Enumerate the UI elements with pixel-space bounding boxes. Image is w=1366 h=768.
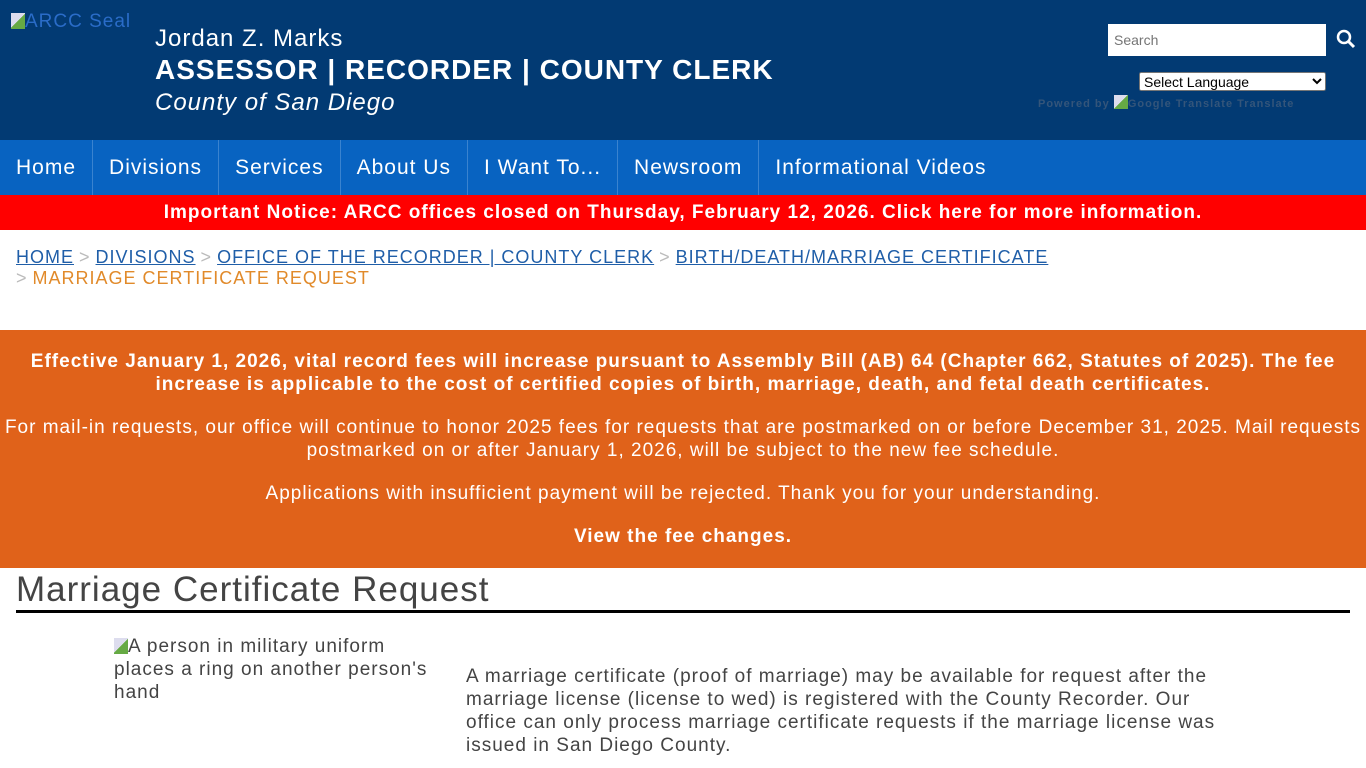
official-name: Jordan Z. Marks bbox=[155, 25, 344, 52]
nav-about-us[interactable]: About Us bbox=[341, 140, 468, 195]
nav-services[interactable]: Services bbox=[219, 140, 341, 195]
language-select[interactable] bbox=[1139, 72, 1326, 91]
translate-link[interactable]: Google Translate Translate bbox=[1127, 98, 1295, 110]
county-name: County of San Diego bbox=[155, 89, 396, 116]
intro-paragraph: A marriage certificate (proof of marriage) may be available for request after the marriage license (license to wed) is registered with the County Recorder. Our office can only process marriage certificate requests if the marriage license was issued in San Diego County. bbox=[466, 666, 1216, 756]
fee-alert-mail-in: For mail-in requests, our office will continue to honor 2025 fees for requests that are postmarked on or before December 31, 2025. Mail requests postmarked on or after January 1, 2026, will be subject to the new fee schedule. bbox=[4, 417, 1362, 461]
breadcrumb bbox=[0, 230, 1366, 330]
nav-newsroom[interactable]: Newsroom bbox=[618, 140, 759, 195]
fee-alert-heading: Effective January 1, 2026, vital record fees will increase pursuant to Assembly Bill (AB) 64 (Chapter 662, Statutes of 2025). The fee increase is applicable to the cost of certified copies of birth, marriage, death, and fetal death certificates. bbox=[30, 351, 1336, 395]
breadcrumb-separator: > bbox=[16, 268, 28, 288]
breadcrumb-separator: > bbox=[200, 247, 213, 267]
image-alt-text: A person in military uniform places a ring on another person's hand bbox=[114, 636, 428, 703]
breadcrumb-separator: > bbox=[659, 247, 671, 267]
breadcrumb-current: MARRIAGE CERTIFICATE REQUEST bbox=[32, 268, 370, 288]
google-logo-icon bbox=[1114, 95, 1128, 109]
office-title: ASSESSOR | RECORDER | COUNTY CLERK bbox=[155, 54, 774, 85]
search-icon[interactable] bbox=[1334, 27, 1358, 51]
main-nav bbox=[0, 140, 1366, 195]
nav-informational-videos[interactable]: Informational Videos bbox=[775, 156, 987, 179]
search-input[interactable] bbox=[1108, 24, 1326, 56]
breadcrumb-divisions[interactable]: DIVISIONS bbox=[95, 247, 196, 267]
nav-divisions[interactable]: Divisions bbox=[93, 140, 219, 195]
seal-alt-text: ARCC Seal bbox=[25, 11, 132, 32]
broken-image-icon bbox=[114, 638, 128, 654]
fee-alert bbox=[0, 330, 1366, 568]
nav-i-want-to[interactable]: I Want To... bbox=[468, 140, 618, 195]
view-fee-changes-link[interactable]: View the fee changes. bbox=[573, 526, 793, 547]
wedding-ring-image bbox=[114, 635, 434, 704]
fee-alert-payment: Applications with insufficient payment will be rejected. Thank you for your understanding. bbox=[265, 483, 1101, 504]
broken-image-icon bbox=[11, 13, 25, 29]
nav-home[interactable]: Home bbox=[0, 140, 93, 195]
breadcrumb-home[interactable]: HOME bbox=[16, 247, 74, 267]
site-header bbox=[0, 0, 1366, 140]
breadcrumb-recorder[interactable]: OFFICE OF THE RECORDER | COUNTY CLERK bbox=[217, 247, 655, 267]
page-title: Marriage Certificate Request bbox=[16, 568, 1350, 613]
breadcrumb-certificates[interactable]: BIRTH/DEATH/MARRIAGE CERTIFICATE bbox=[675, 247, 1049, 267]
arcc-seal-logo[interactable] bbox=[11, 11, 131, 33]
important-notice-banner[interactable]: Important Notice: ARCC offices closed on Thursday, February 12, 2026. Click here for more information. bbox=[0, 195, 1366, 230]
google-translate-credit bbox=[1038, 95, 1294, 110]
powered-by-label: Powered by bbox=[1038, 98, 1110, 110]
breadcrumb-separator: > bbox=[79, 247, 91, 267]
